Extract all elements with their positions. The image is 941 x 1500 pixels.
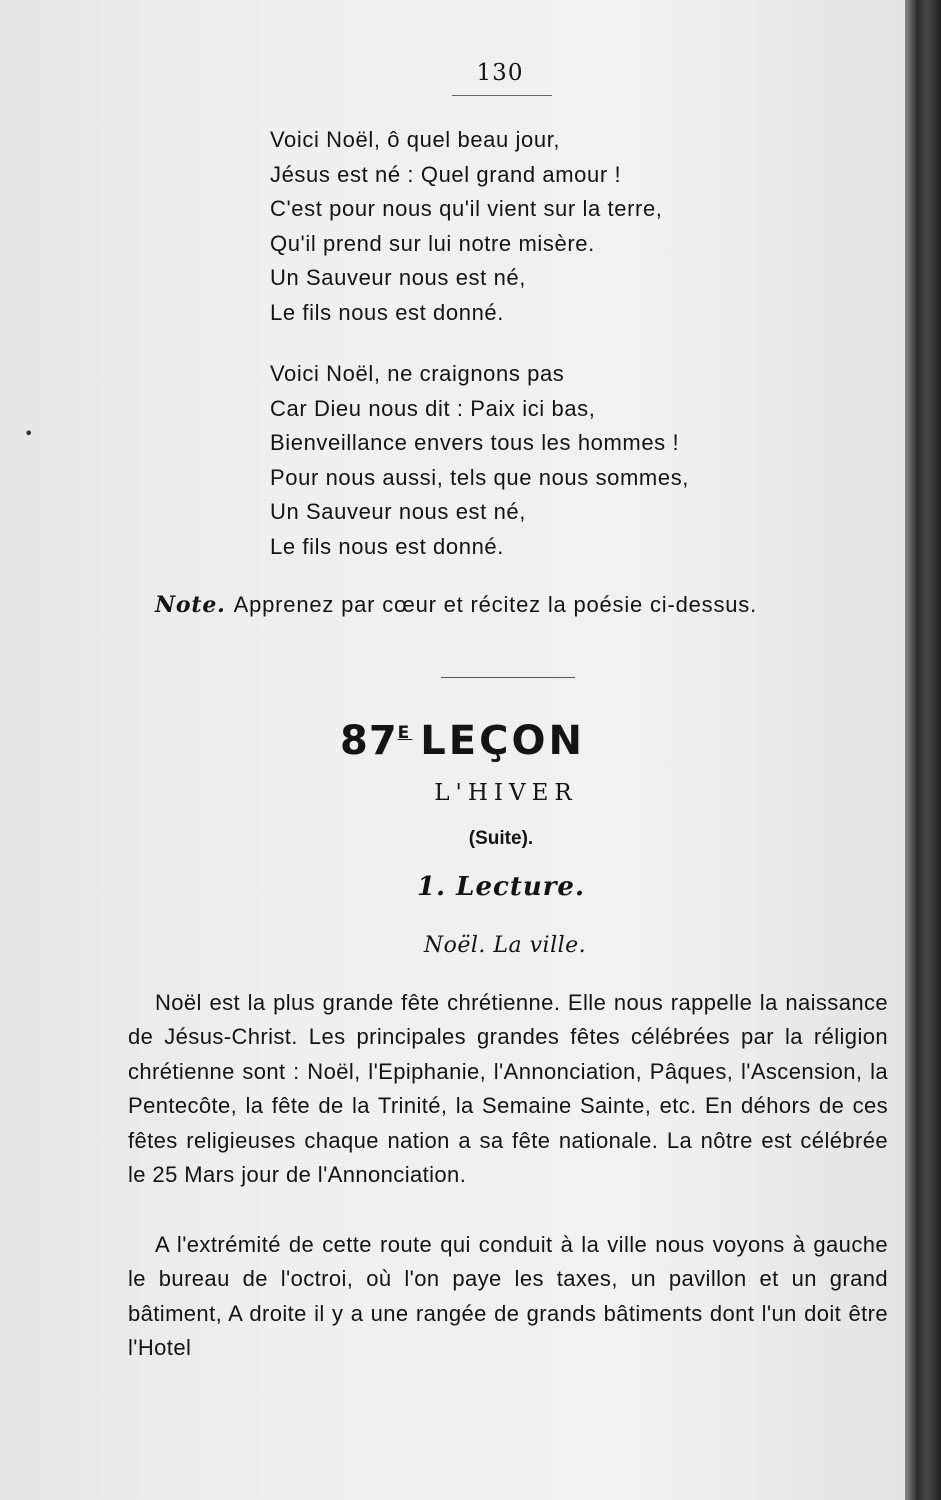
book-edge — [905, 0, 941, 1500]
reading-title: Noël. La ville. — [423, 933, 587, 958]
paragraph: A l'extrémité de cette route qui conduit à la ville nous voyons à gauche le bureau de l'octroi, où l'on paye les taxes, un pavillon et un grand bâtiment, A droite il y a une rangée de grands bâtiments dont l'un doit être l'Hotel — [128, 1232, 888, 1361]
lesson-title: L'HIVER — [434, 780, 578, 806]
page-number: 130 — [476, 60, 524, 86]
poem-line: Le fils nous est donné. — [270, 533, 504, 559]
lesson-number-suffix: E — [397, 723, 413, 743]
page-number-rule — [452, 95, 552, 96]
lesson-number: 87 — [340, 718, 398, 764]
poem-line: Qu'il prend sur lui notre misère. — [270, 230, 595, 256]
lesson-word: LEÇON — [420, 718, 585, 764]
poem-line: Voici Noël, ô quel beau jour, — [270, 127, 561, 152]
poem-stanza-2 — [270, 357, 830, 565]
section-divider — [441, 677, 575, 678]
poem-line: Le fils nous est donné. — [270, 299, 504, 325]
poem-line: Pour nous aussi, tels que nous sommes, — [270, 464, 690, 490]
note-text: Apprenez par cœur et récitez la poésie ci-dessus. — [233, 592, 758, 617]
poem-line: Car Dieu nous dit : Paix ici bas, — [270, 395, 596, 421]
poem-line: Un Sauveur nous est né, — [270, 265, 526, 291]
margin-mark-icon: • — [24, 424, 34, 443]
poem-line: Voici Noël, ne craignons pas — [270, 361, 565, 386]
lesson-heading — [340, 718, 585, 764]
section-heading: 1. Lecture. — [416, 872, 586, 902]
poem-line: Jésus est né : Quel grand amour ! — [270, 161, 622, 187]
note — [155, 592, 895, 618]
lesson-subtitle: (Suite). — [468, 828, 534, 849]
poem-line: Un Sauveur nous est né, — [270, 499, 526, 525]
poem-stanza-1 — [270, 123, 830, 331]
paragraph: Noël est la plus grande fête chrétienne. Elle nous rappelle la naissance de Jésus-Christ. Les principales grandes fêtes célébrées par la réligion chrétienne sont : Noël, l'Epiphanie, l'Annonciation, Pâques, l'Ascension, la Pentecôte, la fête de la Trinité, la Semaine Sainte, etc. En déhors de ces fêtes religieuses chaque nation a sa fête nationale. La nôtre est célébrée le 25 Mars jour de l'Annonciation. — [128, 990, 888, 1188]
poem-line: Bienveillance envers tous les hommes ! — [270, 430, 680, 456]
poem-line: C'est pour nous qu'il vient sur la terre, — [270, 196, 663, 222]
note-label: Note. — [155, 592, 226, 618]
